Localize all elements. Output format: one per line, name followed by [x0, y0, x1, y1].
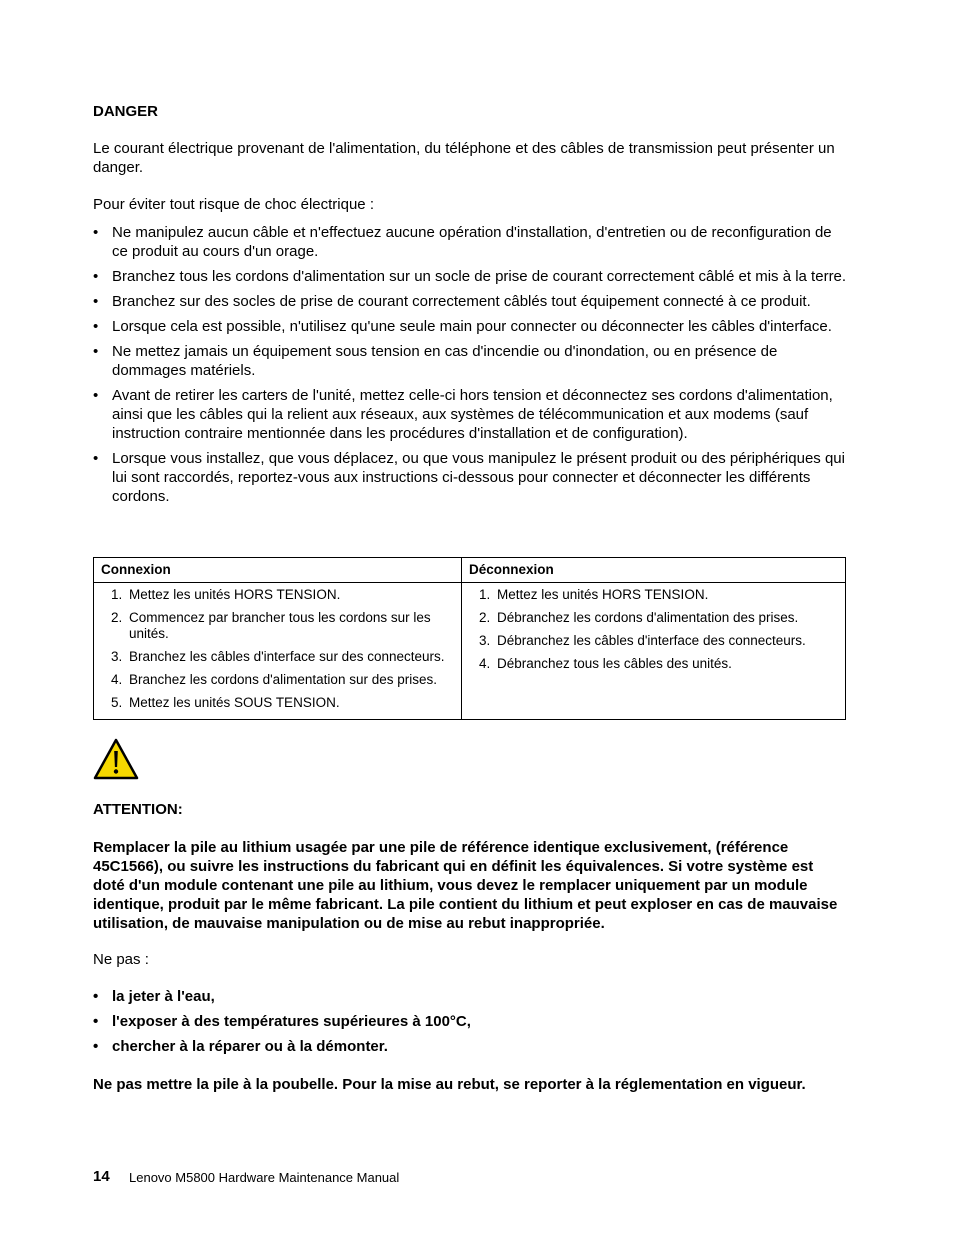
list-item: • Avant de retirer les carters de l'unité, mettez celle-ci hors tension et déconnectez ses cordons d'alimentation, ainsi que les câbles qui la relient aux réseaux, aux systèmes de télécommunication et aux modems (sauf instruction contraire mentionnée dans les procédures d'installation et de configuration).	[93, 387, 833, 442]
deconnexion-steps-cell	[462, 583, 846, 720]
list-item: 1. Mettez les unités HORS TENSION.	[111, 587, 341, 602]
list-item: 4. Branchez les cordons d'alimentation sur des prises.	[111, 672, 437, 687]
bullet-marker: •	[93, 224, 99, 241]
bullet-marker: •	[93, 450, 99, 467]
list-item: 4. Débranchez tous les câbles des unités.	[479, 656, 732, 671]
danger-bullet-list	[93, 223, 849, 506]
list-item: • Lorsque vous installez, que vous déplacez, ou que vous manipulez le présent produit ou des périphériques qui lui sont raccordés, reportez-vous aux instructions ci-dessous pour connecter et déconnecter les différents cordons.	[93, 450, 845, 505]
deconnexion-steps-list	[469, 587, 838, 672]
connexion-steps-cell	[94, 583, 462, 720]
list-item: • l'exposer à des températures supérieures à 100°C,	[93, 1013, 471, 1030]
manual-title: Lenovo M5800 Hardware Maintenance Manual	[129, 1170, 400, 1185]
attention-heading: ATTENTION:	[93, 801, 183, 818]
list-item: • la jeter à l'eau,	[93, 988, 215, 1005]
list-item: • chercher à la réparer ou à la démonter.	[93, 1038, 388, 1055]
list-item: 1. Mettez les unités HORS TENSION.	[479, 587, 709, 602]
ne-pas-label: Ne pas :	[93, 951, 149, 968]
bullet-marker: •	[93, 268, 99, 285]
danger-instruction-paragraph: Pour éviter tout risque de choc électrique :	[93, 196, 374, 213]
connection-table	[93, 557, 846, 720]
column-header-connexion: Connexion	[94, 558, 462, 583]
list-item: 2. Débranchez les cordons d'alimentation des prises.	[479, 610, 799, 625]
table-header-row	[94, 558, 846, 583]
list-item: • Lorsque cela est possible, n'utilisez qu'une seule main pour connecter ou déconnecter les câbles d'interface.	[93, 318, 832, 335]
list-item: • Ne mettez jamais un équipement sous tension en cas d'incendie ou d'inondation, ou en présence de dommages matériels.	[93, 343, 778, 379]
list-item: 2. Commencez par brancher tous les cordons sur les unités.	[111, 610, 431, 641]
bullet-marker: •	[93, 318, 99, 335]
bullet-marker: •	[93, 343, 99, 360]
bullet-marker: •	[93, 988, 99, 1005]
list-item: 3. Branchez les câbles d'interface sur des connecteurs.	[111, 649, 445, 664]
danger-heading: DANGER	[93, 103, 159, 120]
column-header-deconnexion: Déconnexion	[462, 558, 846, 583]
warning-triangle-icon	[93, 738, 139, 780]
list-item: • Ne manipulez aucun câble et n'effectuez aucune opération d'installation, d'entretien ou de reconfiguration de ce produit au cours d'un orage.	[93, 224, 832, 260]
attention-closing-paragraph: Ne pas mettre la pile à la poubelle. Pour la mise au rebut, se reporter à la réglementation en vigueur.	[93, 1076, 806, 1093]
list-item: 5. Mettez les unités SOUS TENSION.	[111, 695, 340, 710]
bullet-marker: •	[93, 293, 99, 310]
danger-intro-paragraph: Le courant électrique provenant de l'alimentation, du téléphone et des câbles de transmission peut présenter un danger.	[93, 140, 835, 176]
list-item: • Branchez sur des socles de prise de courant correctement câblés tout équipement connecté à ce produit.	[93, 293, 811, 310]
list-item: • Branchez tous les cordons d'alimentation sur un socle de prise de courant correctement câblé et mis à la terre.	[93, 268, 847, 285]
table-row	[94, 583, 846, 720]
connexion-steps-list	[101, 587, 454, 711]
bullet-marker: •	[93, 387, 99, 404]
bullet-marker: •	[93, 1013, 99, 1030]
attention-bullet-list	[93, 987, 849, 1056]
bullet-marker: •	[93, 1038, 99, 1055]
list-item: 3. Débranchez les câbles d'interface des connecteurs.	[479, 633, 806, 648]
attention-body-paragraph: Remplacer la pile au lithium usagée par une pile de référence identique exclusivement, (référence 45C1566), ou suivre les instructions du fabricant qui en définit les équivalences. Si votre système est doté d'un module contenant une pile au lithium, vous devez le remplacer uniquement par un module identique, produit par le même fabricant. La pile contient du lithium et peut exploser en cas de mauvaise utilisation, de mauvaise manipulation ou de mise au rebut inappropriée.	[93, 839, 838, 932]
page-number: 14	[93, 1168, 110, 1185]
